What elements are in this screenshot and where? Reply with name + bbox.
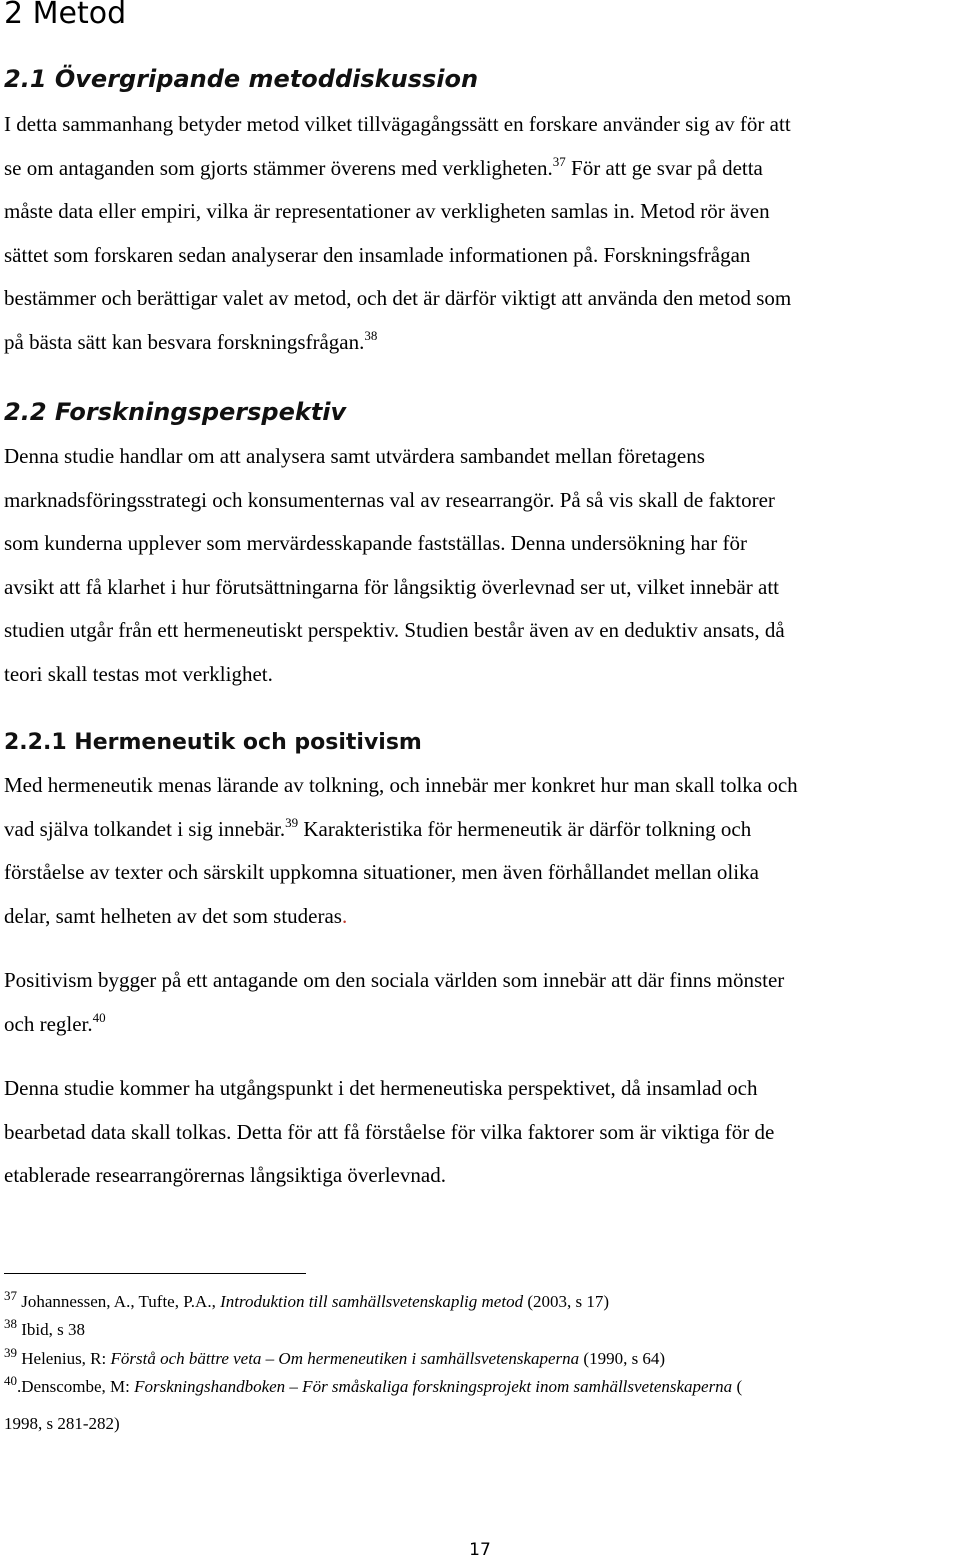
text-line: bestämmer och berättigar valet av metod, och det är därför viktigt att använda den metod som	[4, 286, 792, 310]
page-number: 17	[469, 1540, 491, 1560]
footnote-title: Förstå och bättre veta – Om hermeneutiken i samhällsvetenskaperna	[110, 1349, 580, 1368]
footnote-text: Johannessen, A., Tufte, P.A.,	[17, 1292, 221, 1311]
text-line	[4, 895, 954, 939]
text-line	[4, 1003, 954, 1047]
paragraph-2-2	[4, 435, 954, 696]
text-segment: på bästa sätt kan besvara forskningsfrågan.	[4, 329, 365, 354]
text-line	[4, 147, 954, 191]
text-segment: och regler.	[4, 1011, 93, 1036]
red-period: .	[341, 903, 348, 928]
text-segment: Karakteristika för hermeneutik är därför tolkning och	[298, 816, 752, 841]
footnote-number: 39	[4, 1345, 17, 1360]
section-heading-2-1: 2.1 Övergripande metoddiskussion	[4, 65, 479, 93]
footnote-ref-37[interactable]: 37	[552, 153, 566, 169]
footnote-number: 37	[4, 1288, 17, 1303]
text-line: studien utgår från ett hermeneutiskt perspektiv. Studien består även av en deduktiv ansats, då	[4, 618, 785, 642]
text-line	[4, 321, 954, 365]
text-line: måste data eller empiri, vilka är representationer av verkligheten samlas in. Metod rör även	[4, 199, 770, 223]
paragraph-hermeneutik	[4, 764, 954, 938]
paragraph-conclusion	[4, 1067, 954, 1198]
footnote-number: 40	[4, 1373, 17, 1388]
text-line: Positivism bygger på ett antagande om den sociala världen som innebär att där finns mönster	[4, 968, 785, 992]
footnote-title: Forskningshandboken – För småskaliga forskningsprojekt inom samhällsvetenskaperna	[134, 1377, 733, 1396]
footnote-ref-39[interactable]: 39	[285, 814, 299, 830]
footnote-title: Introduktion till samhällsvetenskaplig metod	[220, 1292, 524, 1311]
text-line: etablerade researrangörernas långsiktiga överlevnad.	[4, 1163, 446, 1187]
text-line: sättet som forskaren sedan analyserar den insamlade informationen på. Forskningsfrågan	[4, 242, 751, 267]
text-line: avsikt att få klarhet i hur förutsättningarna för långsiktig överlevnad ser ut, vilket innebär att	[4, 574, 780, 599]
footnote-text: Ibid, s 38	[17, 1320, 85, 1339]
text-segment: se om antaganden som gjorts stämmer överens med verkligheten.	[4, 155, 553, 180]
text-line: Denna studie handlar om att analysera samt utvärdera sambandet mellan företagens	[4, 444, 705, 468]
text-line	[4, 808, 954, 852]
section-heading-2-2: 2.2 Forskningsperspektiv	[4, 398, 347, 426]
text-line: marknadsföringsstrategi och konsumenternas val av researrangör. På så vis skall de faktorer	[4, 487, 775, 512]
footnote-text: (	[732, 1377, 743, 1396]
footnote-ref-40[interactable]: 40	[92, 1009, 106, 1025]
footnote-text: (1990, s 64)	[579, 1349, 666, 1368]
text-line: Denna studie kommer ha utgångspunkt i det hermeneutiska perspektivet, då insamlad och	[4, 1076, 758, 1100]
footnote-separator	[4, 1273, 306, 1274]
footnote-37	[4, 1288, 954, 1317]
chapter-heading: 2 Metod	[4, 0, 127, 31]
text-line: förståelse av texter och särskilt uppkomna situationer, men även förhållandet mellan olika	[4, 860, 759, 884]
text-line: bearbetad data skall tolkas. Detta för att få förståelse för vilka faktorer som är viktiga för de	[4, 1119, 775, 1144]
footnote-38	[4, 1316, 954, 1345]
footnote-text: Helenius, R:	[17, 1349, 111, 1368]
text-line: Med hermeneutik menas lärande av tolkning, och innebär mer konkret hur man skall tolka och	[4, 773, 798, 797]
text-segment: vad själva tolkandet i sig innebär.	[4, 816, 286, 841]
paragraph-positivism	[4, 959, 954, 1046]
footnote-text: (2003, s 17)	[523, 1292, 610, 1311]
paragraph-2-1	[4, 103, 954, 364]
text-line: som kunderna upplever som mervärdesskapande fastställas. Denna undersökning har för	[4, 531, 747, 555]
footnote-ref-38[interactable]: 38	[364, 327, 378, 343]
footnote-text: .Denscombe, M:	[17, 1377, 135, 1396]
subsection-heading-2-2-1: 2.2.1 Hermeneutik och positivism	[4, 730, 422, 755]
footnote-40-continuation: 1998, s 281-282)	[4, 1414, 120, 1433]
text-line: I detta sammanhang betyder metod vilket tillvägagångssätt en forskare använder sig av för att	[4, 112, 791, 136]
text-line: teori skall testas mot verklighet.	[4, 661, 273, 686]
footnote-number: 38	[4, 1316, 17, 1331]
footnote-39	[4, 1345, 954, 1374]
footnote-40	[4, 1373, 954, 1402]
text-segment: För att ge svar på detta	[565, 155, 763, 180]
text-segment: delar, samt helheten av det som studeras	[4, 903, 342, 928]
